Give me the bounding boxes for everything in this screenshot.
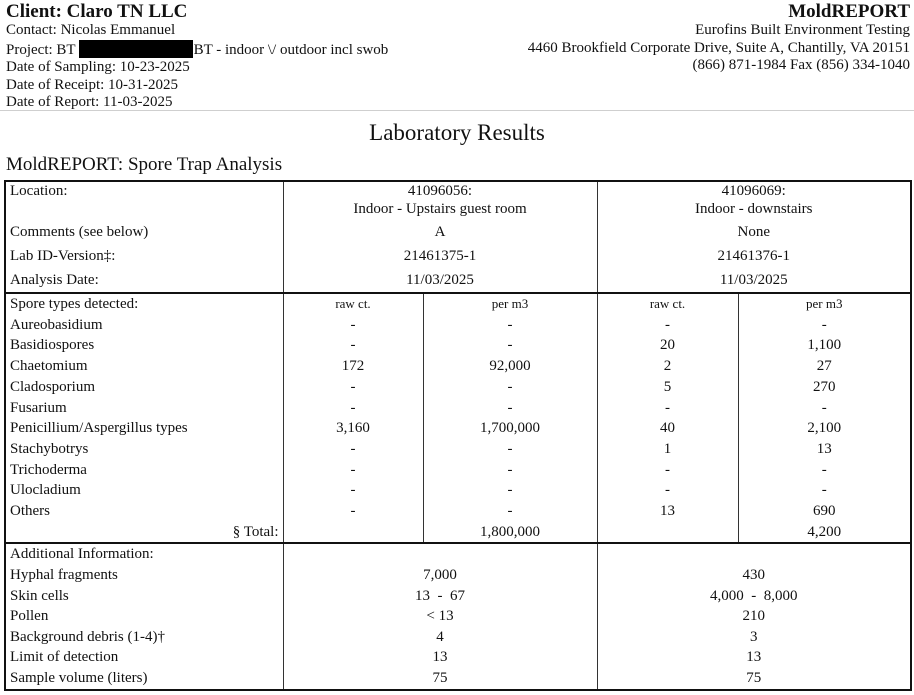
s2-raw: - bbox=[597, 460, 738, 481]
s2-per-m3: 690 bbox=[738, 501, 911, 522]
s1-raw: - bbox=[283, 377, 423, 398]
s2-raw: - bbox=[597, 315, 738, 336]
additional-label: Additional Information: bbox=[10, 546, 154, 563]
s1-per-m3: 92,000 bbox=[423, 356, 597, 377]
spore-name: Cladosporium bbox=[10, 378, 95, 395]
spore-name: Penicillium/Aspergillus types bbox=[10, 420, 188, 437]
sample-1-id: 41096056: bbox=[407, 183, 473, 199]
company-name: Eurofins Built Environment Testing bbox=[695, 22, 910, 38]
report-subtitle: MoldREPORT: Spore Trap Analysis bbox=[6, 154, 283, 175]
additional-name: Sample volume (liters) bbox=[10, 670, 148, 686]
s2-per-m3: 2,100 bbox=[738, 418, 911, 439]
sample-1-lab-id: 21461375-1 bbox=[283, 244, 597, 268]
sample-2-raw-header: raw ct. bbox=[597, 293, 738, 315]
client-name: Client: Claro TN LLC bbox=[6, 1, 188, 22]
client-info bbox=[6, 2, 388, 112]
spore-name: Fusarium bbox=[10, 399, 67, 416]
lab-id-label: Lab ID-Version‡: bbox=[10, 248, 116, 264]
s1-raw: - bbox=[283, 439, 423, 460]
s2-total-raw bbox=[597, 522, 738, 544]
s1-value: 13 - 67 bbox=[283, 586, 597, 607]
spore-row bbox=[5, 377, 911, 398]
s1-value: 4 bbox=[283, 627, 597, 648]
company-phone: (866) 871-1984 Fax (856) 334-1040 bbox=[692, 57, 910, 74]
s1-per-m3: - bbox=[423, 377, 597, 398]
spore-header-row bbox=[5, 293, 911, 315]
s2-per-m3: - bbox=[738, 315, 911, 336]
s2-value: 13 bbox=[597, 647, 911, 668]
s1-raw: 172 bbox=[283, 356, 423, 377]
date-of-sampling: Date of Sampling: 10-23-2025 bbox=[6, 59, 190, 76]
s1-value: 7,000 bbox=[283, 565, 597, 586]
additional-row bbox=[5, 668, 911, 690]
header-divider bbox=[0, 110, 914, 111]
s1-raw: - bbox=[283, 501, 423, 522]
sample-1-analysis-date: 11/03/2025 bbox=[283, 268, 597, 293]
s1-total: 1,800,000 bbox=[423, 522, 597, 544]
s2-raw: 5 bbox=[597, 377, 738, 398]
contact: Contact: Nicolas Emmanuel bbox=[6, 22, 176, 38]
additional-row bbox=[5, 586, 911, 607]
sample-2-lab-id: 21461376-1 bbox=[597, 244, 911, 268]
sample-2-analysis-date: 11/03/2025 bbox=[597, 268, 911, 293]
spore-name: Trichoderma bbox=[10, 461, 87, 478]
additional-row bbox=[5, 647, 911, 668]
s1-per-m3: - bbox=[423, 480, 597, 501]
s2-value: 4,000 - 8,000 bbox=[597, 586, 911, 607]
spore-row bbox=[5, 480, 911, 501]
s1-value: 75 bbox=[283, 668, 597, 690]
additional-name: Pollen bbox=[10, 608, 49, 625]
s2-value: 430 bbox=[597, 565, 911, 586]
s1-raw: 3,160 bbox=[283, 418, 423, 439]
spore-row bbox=[5, 356, 911, 377]
comments-row bbox=[5, 220, 911, 244]
s1-per-m3: - bbox=[423, 398, 597, 419]
spore-types-label: Spore types detected: bbox=[10, 296, 139, 312]
lab-id-row bbox=[5, 244, 911, 268]
spore-row bbox=[5, 398, 911, 419]
additional-row bbox=[5, 565, 911, 586]
s1-raw: - bbox=[283, 335, 423, 356]
page-title: Laboratory Results bbox=[369, 120, 545, 145]
s1-raw: - bbox=[283, 460, 423, 481]
s1-raw: - bbox=[283, 480, 423, 501]
sample-1-comment: A bbox=[283, 220, 597, 244]
s1-per-m3: - bbox=[423, 501, 597, 522]
project-prefix: Project: BT bbox=[6, 41, 76, 58]
sample-info-section bbox=[5, 181, 911, 293]
project bbox=[6, 40, 388, 60]
spore-name: Others bbox=[10, 503, 50, 520]
sample-2-comment: None bbox=[597, 220, 911, 244]
lab-info bbox=[528, 2, 910, 75]
sample-2-id: 41096069: bbox=[721, 183, 786, 199]
additional-header-row bbox=[5, 543, 911, 565]
s2-per-m3: 270 bbox=[738, 377, 911, 398]
s1-raw: - bbox=[283, 398, 423, 419]
sample-2-perm3-header: per m3 bbox=[738, 293, 911, 315]
s2-value: 210 bbox=[597, 606, 911, 627]
spore-row bbox=[5, 460, 911, 481]
s2-per-m3: 13 bbox=[738, 439, 911, 460]
s2-per-m3: - bbox=[738, 460, 911, 481]
additional-name: Limit of detection bbox=[10, 649, 119, 666]
s1-raw: - bbox=[283, 315, 423, 336]
s2-raw: 13 bbox=[597, 501, 738, 522]
s2-per-m3: - bbox=[738, 398, 911, 419]
sample-2-location bbox=[597, 181, 911, 220]
sample-1-raw-header: raw ct. bbox=[283, 293, 423, 315]
s2-per-m3: - bbox=[738, 480, 911, 501]
s1-per-m3: - bbox=[423, 439, 597, 460]
s2-value: 75 bbox=[597, 668, 911, 690]
s2-raw: - bbox=[597, 480, 738, 501]
s1-per-m3: - bbox=[423, 335, 597, 356]
spore-section bbox=[5, 293, 911, 543]
analysis-date-row bbox=[5, 268, 911, 293]
location-row bbox=[5, 181, 911, 220]
spore-name: Stachybotrys bbox=[10, 440, 89, 457]
spore-row bbox=[5, 418, 911, 439]
spore-name: Aureobasidium bbox=[10, 316, 103, 333]
additional-name: Hyphal fragments bbox=[10, 567, 118, 584]
sample-2-name: Indoor - downstairs bbox=[695, 201, 813, 217]
date-of-report: Date of Report: 11-03-2025 bbox=[6, 94, 173, 111]
spore-row bbox=[5, 501, 911, 522]
comments-label: Comments (see below) bbox=[10, 224, 149, 240]
total-label: § Total: bbox=[232, 523, 279, 540]
s1-value: 13 bbox=[283, 647, 597, 668]
redaction-bar bbox=[79, 40, 193, 58]
s2-raw: 1 bbox=[597, 439, 738, 460]
additional-row bbox=[5, 606, 911, 627]
spore-name: Ulocladium bbox=[10, 482, 81, 499]
s2-value: 3 bbox=[597, 627, 911, 648]
s2-per-m3: 1,100 bbox=[738, 335, 911, 356]
spore-name: Basidiospores bbox=[10, 337, 95, 354]
sample-1-name: Indoor - Upstairs guest room bbox=[353, 201, 527, 217]
brand-name: MoldREPORT bbox=[788, 1, 910, 22]
additional-name: Skin cells bbox=[10, 587, 69, 604]
s1-per-m3: 1,700,000 bbox=[423, 418, 597, 439]
additional-row bbox=[5, 627, 911, 648]
s1-value: < 13 bbox=[283, 606, 597, 627]
s2-raw: - bbox=[597, 398, 738, 419]
date-of-receipt: Date of Receipt: 10-31-2025 bbox=[6, 76, 179, 93]
s1-per-m3: - bbox=[423, 460, 597, 481]
location-label: Location: bbox=[10, 183, 68, 199]
s1-total-raw bbox=[283, 522, 423, 544]
additional-name: Background debris (1-4)† bbox=[10, 628, 165, 645]
analysis-date-label: Analysis Date: bbox=[10, 272, 99, 288]
additional-section bbox=[5, 543, 911, 689]
project-suffix: BT - indoor \/ outdoor incl swob bbox=[193, 41, 389, 58]
company-address: 4460 Brookfield Corporate Drive, Suite A, Chantilly, VA 20151 bbox=[527, 39, 910, 56]
s2-raw: 2 bbox=[597, 356, 738, 377]
spore-row bbox=[5, 315, 911, 336]
s2-per-m3: 27 bbox=[738, 356, 911, 377]
s2-raw: 40 bbox=[597, 418, 738, 439]
results-table bbox=[4, 180, 912, 691]
sample-1-perm3-header: per m3 bbox=[423, 293, 597, 315]
spore-name: Chaetomium bbox=[10, 358, 88, 375]
s2-raw: 20 bbox=[597, 335, 738, 356]
sample-1-location bbox=[283, 181, 597, 220]
s1-per-m3: - bbox=[423, 315, 597, 336]
s2-total: 4,200 bbox=[738, 522, 911, 544]
spore-row bbox=[5, 335, 911, 356]
total-row bbox=[5, 522, 911, 544]
spore-row bbox=[5, 439, 911, 460]
